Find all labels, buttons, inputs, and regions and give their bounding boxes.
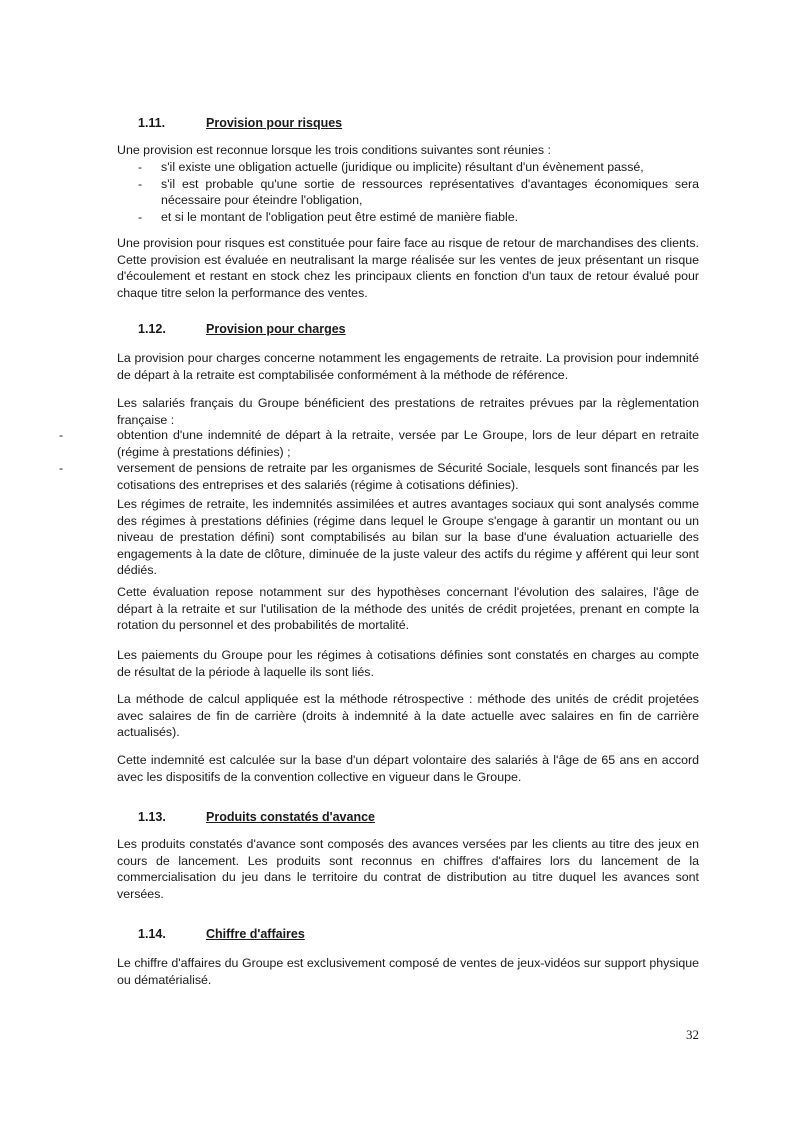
paragraph: Les paiements du Groupe pour les régimes à cotisations définies sont constatés en charges au compte de résultat de la période à laquelle ils sont liés. <box>117 648 699 679</box>
bullet-dash: - <box>138 176 143 191</box>
section-heading-1-14 <box>138 927 305 941</box>
paragraph: Cette indemnité est calculée sur la base d'un départ volontaire des salariés à l'âge de 65 ans en accord avec les dispositifs de la convention collective en vigueur dans le Groupe. <box>117 753 699 784</box>
page-number: 32 <box>686 1027 699 1042</box>
bullet-dash: - <box>138 160 143 174</box>
paragraph: Les salariés français du Groupe bénéficient des prestations de retraites prévues par la règlementation française : <box>117 396 699 427</box>
list-item: - s'il existe une obligation actuelle (juridique ou implicite) résultant d'un évènement passé, <box>138 160 644 174</box>
list-item: - et si le montant de l'obligation peut être estimé de manière fiable. <box>138 209 519 224</box>
section-number: 1.14. <box>138 927 166 941</box>
section-number: 1.11. <box>138 116 166 130</box>
paragraph: Une provision pour risques est constituée pour faire face au risque de retour de marchandises des clients. Cette provision est évaluée en neutralisant la marge réalisée sur les ventes de jeux présentant un risque d'écoulement et restant en stock chez les principaux clients en fonction d'un taux de retour évalué pour chaque titre selon la performance des ventes. <box>117 236 699 300</box>
list-item: - versement de pensions de retraite par les organismes de Sécurité Sociale, lesquels sont financés par les cotisations des entreprises et des salariés (régime à cotisations définies). <box>59 461 699 492</box>
section-heading-1-13 <box>138 810 375 824</box>
conditions-list <box>138 159 699 225</box>
section-title: Produits constatés d'avance <box>206 810 376 824</box>
paragraph: La méthode de calcul appliquée est la méthode rétrospective : méthode des unités de crédit projetées avec salaires de fin de carrière (droits à indemnité à la date actuelle avec salaires en fin de carrière actualisés). <box>117 692 699 739</box>
paragraph: La provision pour charges concerne notamment les engagements de retraite. La provision pour indemnité de départ à la retraite est comptabilisée conformément à la méthode de référence. <box>117 351 699 382</box>
bullet-dash: - <box>59 461 64 475</box>
retirement-benefits-list <box>59 427 699 493</box>
section-heading-1-12 <box>138 322 346 336</box>
paragraph: Le chiffre d'affaires du Groupe est exclusivement composé de ventes de jeux-vidéos sur support physique ou dématérialisé. <box>117 956 699 987</box>
paragraph: Les régimes de retraite, les indemnités assimilées et autres avantages sociaux qui sont analysés comme des régimes à prestations définies (régime dans lequel le Groupe s'engage à garantir un montant ou un niveau de prestation défini) sont comptabilisés au bilan sur la base d'une évaluation actuarielle des engagements à la date de clôture, diminuée de la juste valeur des actifs du régime y afférent qui leur sont dédiés. <box>117 497 699 577</box>
section-number: 1.13. <box>138 810 166 824</box>
paragraph: Une provision est reconnue lorsque les trois conditions suivantes sont réunies : <box>117 143 551 157</box>
section-title: Chiffre d'affaires <box>206 927 305 941</box>
paragraph: Cette évaluation repose notamment sur des hypothèses concernant l'évolution des salaires, l'âge de départ à la retraite et sur l'utilisation de la méthode des unités de crédit projetées, prenant en compte la rotation du personnel et des probabilités de mortalité. <box>117 585 699 632</box>
paragraph: Les produits constatés d'avance sont composés des avances versées par les clients au titre des jeux en cours de lancement. Les produits sont reconnus en chiffres d'affaires lors du lancement de la commercialisation du jeu dans le territoire du contrat de distribution au titre duquel les avances sont versées. <box>117 837 699 901</box>
section-title: Provision pour risques <box>206 116 343 130</box>
bullet-dash: - <box>59 428 64 442</box>
section-title: Provision pour charges <box>206 322 346 336</box>
bullet-dash: - <box>138 209 143 224</box>
list-item: - obtention d'une indemnité de départ à la retraite, versée par Le Groupe, lors de leur départ en retraite (régime à prestations définies) ; <box>59 428 699 459</box>
section-heading-1-11 <box>138 116 342 130</box>
section-number: 1.12. <box>138 322 166 336</box>
list-item: - s'il est probable qu'une sortie de ressources représentatives d'avantages économiques sera nécessaire pour éteindre l'obligation, <box>138 176 699 207</box>
